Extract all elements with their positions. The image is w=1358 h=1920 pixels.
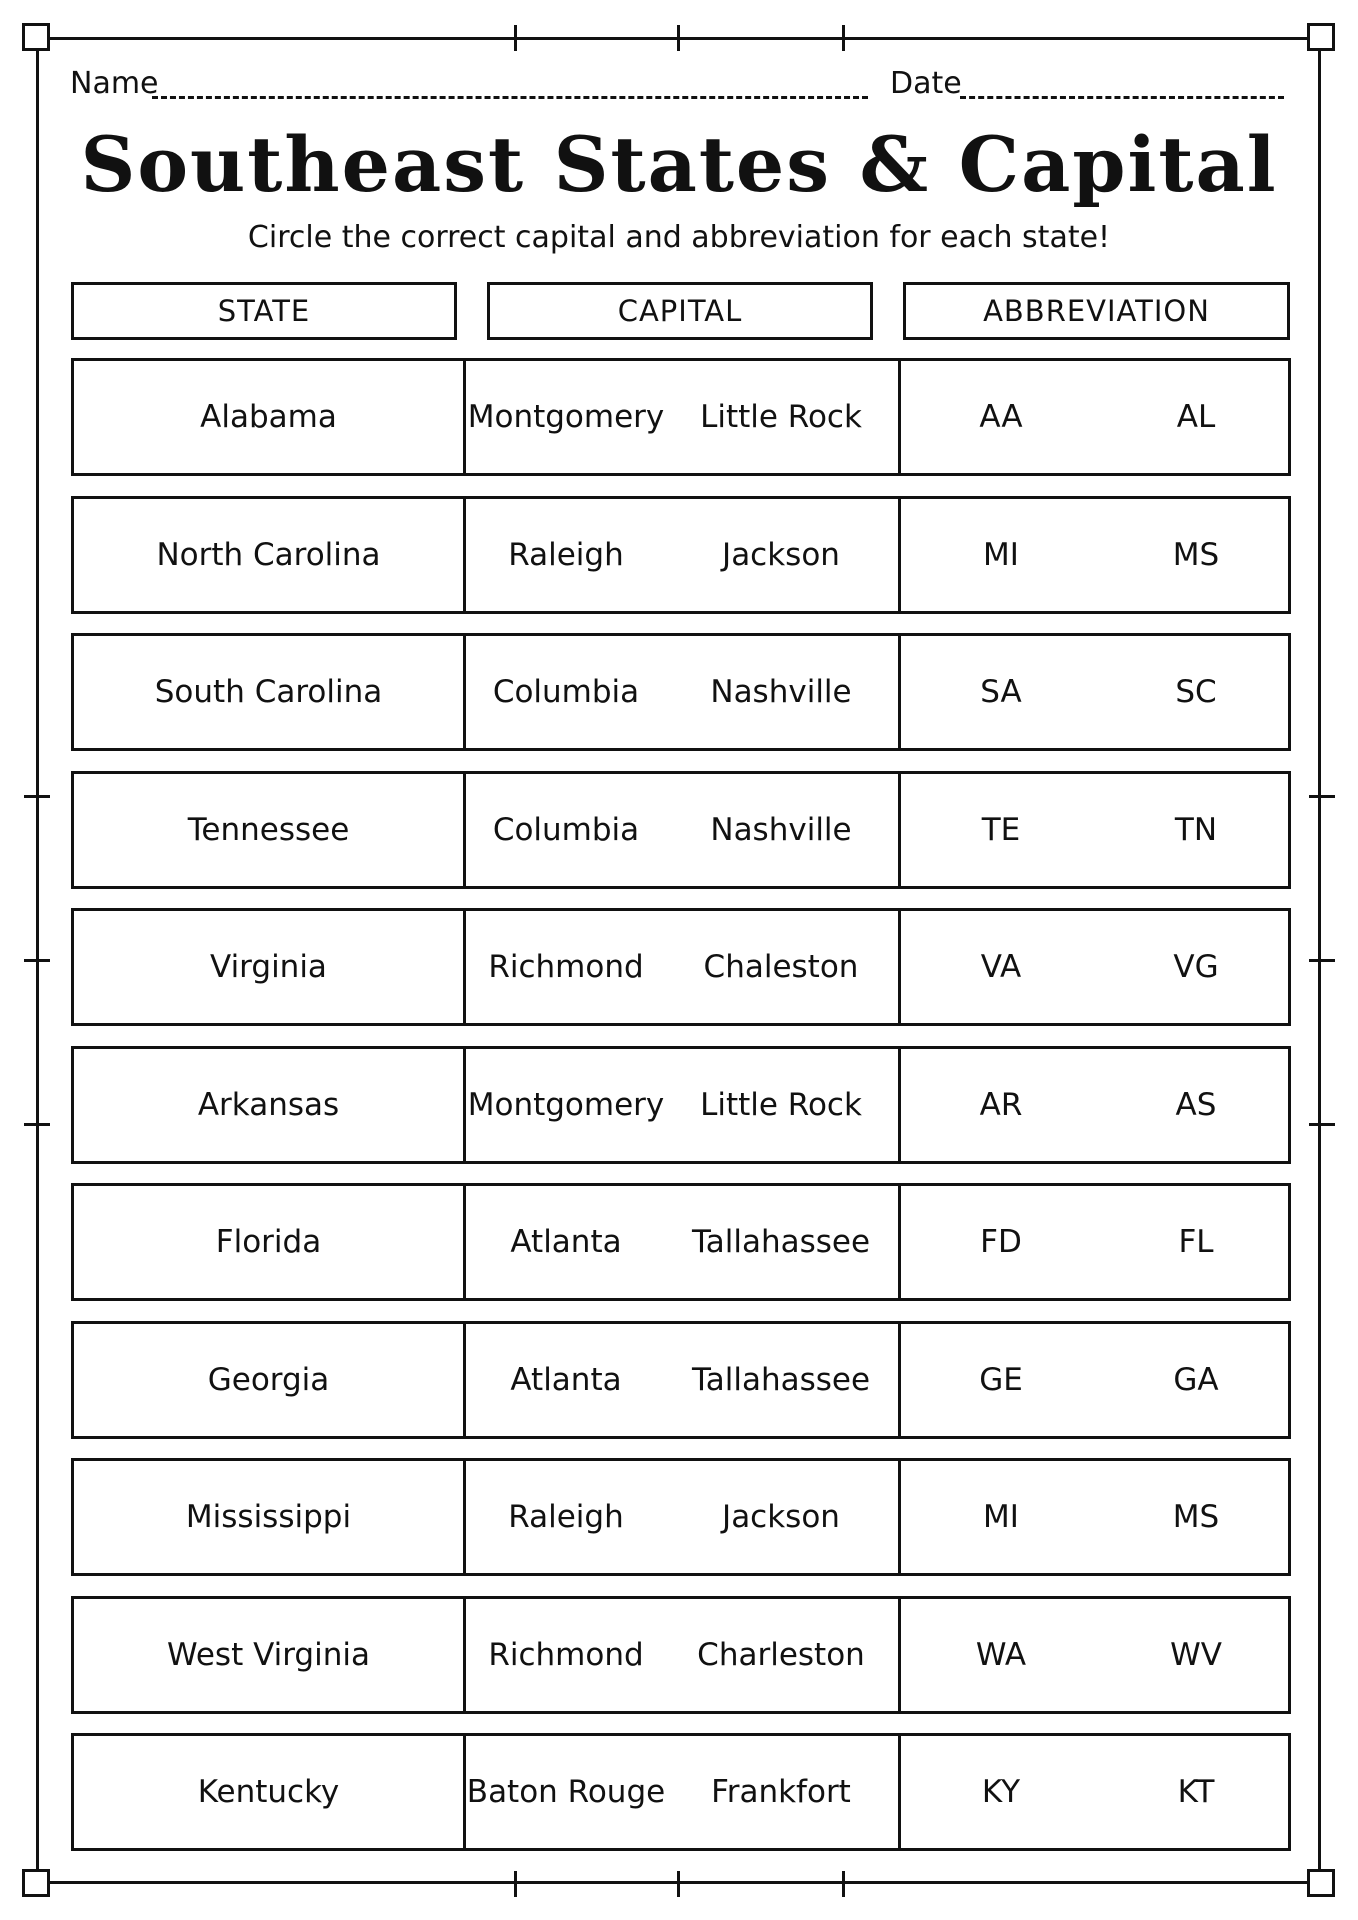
abbreviation-option[interactable]: KT <box>1177 1774 1215 1810</box>
name-label: Name <box>70 66 159 101</box>
capital-option[interactable]: Baton Rouge <box>466 1774 666 1810</box>
capital-option[interactable]: Nashville <box>710 674 852 710</box>
capital-option[interactable]: Frankfort <box>711 1774 851 1810</box>
frame-tick <box>677 25 680 51</box>
abbreviation-option[interactable]: MI <box>983 1499 1019 1535</box>
capital-option[interactable]: Jackson <box>722 537 840 573</box>
capital-option[interactable]: Montgomery <box>467 399 665 435</box>
capital-option[interactable]: Nashville <box>710 812 852 848</box>
capital-option[interactable]: Raleigh <box>508 1499 624 1535</box>
state-name: Arkansas <box>197 1087 340 1123</box>
state-name: Florida <box>215 1224 322 1260</box>
abbreviation-option[interactable]: AA <box>979 399 1023 435</box>
frame-corner <box>22 23 50 51</box>
capital-option[interactable]: Tallahassee <box>691 1362 871 1398</box>
abbreviation-option[interactable]: KY <box>981 1774 1021 1810</box>
date-label: Date <box>890 66 962 101</box>
table-row <box>71 1458 1291 1576</box>
name-field[interactable] <box>152 96 868 99</box>
state-name: Virginia <box>210 949 327 985</box>
capital-option[interactable]: Richmond <box>488 949 644 985</box>
table-row <box>71 1183 1291 1301</box>
abbreviation-option[interactable]: MI <box>983 537 1019 573</box>
table-row <box>71 358 1291 476</box>
state-name: North Carolina <box>156 537 381 573</box>
abbreviation-option[interactable]: SC <box>1175 674 1217 710</box>
state-name: Georgia <box>207 1362 330 1398</box>
capital-option[interactable]: Little Rock <box>700 399 862 435</box>
state-name: Tennessee <box>187 812 350 848</box>
state-name: Kentucky <box>197 1774 340 1810</box>
state-name: Alabama <box>200 399 337 435</box>
abbreviation-option[interactable]: WV <box>1170 1637 1222 1673</box>
capital-option[interactable]: Atlanta <box>510 1362 622 1398</box>
capital-option[interactable]: Little Rock <box>700 1087 862 1123</box>
frame-tick <box>514 1871 517 1897</box>
capital-option[interactable]: Chaleston <box>703 949 859 985</box>
capital-option[interactable]: Columbia <box>492 812 640 848</box>
frame-tick <box>842 1871 845 1897</box>
table-row <box>71 908 1291 1026</box>
column-header-abbreviation: ABBREVIATION <box>903 282 1290 340</box>
frame-tick <box>24 795 50 798</box>
abbreviation-option[interactable]: AS <box>1175 1087 1217 1123</box>
frame-tick <box>1309 959 1335 962</box>
state-name: West Virginia <box>167 1637 370 1673</box>
table-row <box>71 1596 1291 1714</box>
frame-tick <box>514 25 517 51</box>
capital-option[interactable]: Charleston <box>697 1637 865 1673</box>
date-field[interactable] <box>960 96 1284 99</box>
capital-option[interactable]: Montgomery <box>467 1087 665 1123</box>
frame-tick <box>842 25 845 51</box>
frame-tick <box>677 1871 680 1897</box>
abbreviation-option[interactable]: WA <box>975 1637 1027 1673</box>
abbreviation-option[interactable]: TE <box>981 812 1021 848</box>
abbreviation-option[interactable]: VG <box>1173 949 1219 985</box>
frame-tick <box>1309 795 1335 798</box>
table-row <box>71 771 1291 889</box>
capital-option[interactable]: Richmond <box>488 1637 644 1673</box>
table-row <box>71 1321 1291 1439</box>
abbreviation-option[interactable]: VA <box>980 949 1022 985</box>
abbreviation-option[interactable]: SA <box>980 674 1022 710</box>
capital-option[interactable]: Tallahassee <box>691 1224 871 1260</box>
abbreviation-option[interactable]: GE <box>979 1362 1023 1398</box>
frame-tick <box>24 1123 50 1126</box>
frame-corner <box>1307 1869 1335 1897</box>
state-name: Mississippi <box>185 1499 352 1535</box>
abbreviation-option[interactable]: MS <box>1172 1499 1220 1535</box>
abbreviation-option[interactable]: FL <box>1178 1224 1214 1260</box>
state-name: South Carolina <box>154 674 383 710</box>
capital-option[interactable]: Raleigh <box>508 537 624 573</box>
capital-option[interactable]: Columbia <box>492 674 640 710</box>
frame-tick <box>24 959 50 962</box>
column-header-state: STATE <box>71 282 457 340</box>
table-row <box>71 1046 1291 1164</box>
frame-tick <box>1309 1123 1335 1126</box>
abbreviation-option[interactable]: FD <box>980 1224 1022 1260</box>
abbreviation-option[interactable]: GA <box>1173 1362 1219 1398</box>
abbreviation-option[interactable]: AL <box>1176 399 1216 435</box>
column-header-capital: CAPITAL <box>487 282 873 340</box>
table-row <box>71 633 1291 751</box>
abbreviation-option[interactable]: MS <box>1172 537 1220 573</box>
instructions: Circle the correct capital and abbreviation for each state! <box>247 220 1111 255</box>
capital-option[interactable]: Atlanta <box>510 1224 622 1260</box>
capital-option[interactable]: Jackson <box>722 1499 840 1535</box>
page-title: Southeast States & Capital <box>80 120 1278 209</box>
table-row <box>71 496 1291 614</box>
table-row <box>71 1733 1291 1851</box>
frame-corner <box>1307 23 1335 51</box>
abbreviation-option[interactable]: TN <box>1174 812 1218 848</box>
frame-corner <box>22 1869 50 1897</box>
abbreviation-option[interactable]: AR <box>979 1087 1023 1123</box>
